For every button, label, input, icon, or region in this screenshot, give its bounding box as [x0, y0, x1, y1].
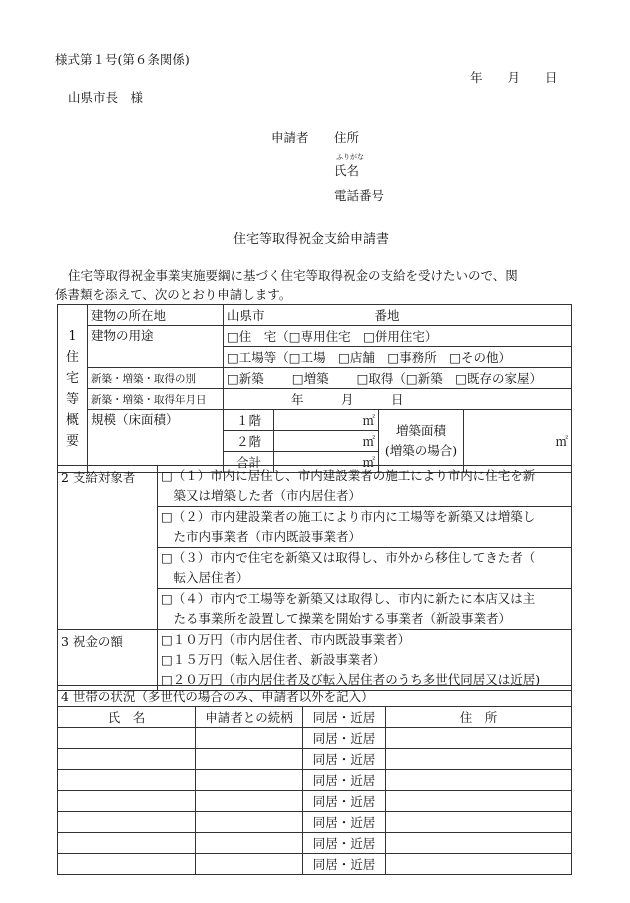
- floor2-field[interactable]: ㎡: [274, 431, 379, 452]
- cohabit-cell[interactable]: 同居・近居: [303, 749, 386, 770]
- address-cell[interactable]: [386, 833, 572, 854]
- name-label: 氏名: [334, 163, 360, 178]
- address-cell[interactable]: [386, 812, 572, 833]
- table-row: [58, 833, 572, 854]
- ext-area-label: 増築面積 (増築の場合): [379, 410, 464, 473]
- amount-option-3[interactable]: □２０万円（市内居住者及び転入居住者のうち多世代同居又は近居): [161, 672, 541, 687]
- address-cell[interactable]: [386, 749, 572, 770]
- location-field[interactable]: 山県市 番地: [224, 305, 572, 326]
- name-cell[interactable]: [58, 770, 196, 791]
- furigana-label: ふりがな: [336, 153, 364, 161]
- address-cell[interactable]: [386, 854, 572, 875]
- use-housing-options[interactable]: □住 宅（□専用住宅 □併用住宅）: [224, 326, 572, 347]
- section3-label: 3 祝金の額: [58, 630, 158, 691]
- cohabit-cell[interactable]: 同居・近居: [303, 770, 386, 791]
- eligibility-option-4[interactable]: □（４）市内で工場等を新築又は取得し、市内に新たに本店又は主 たる事業所を設置して操業を開始する事業者（新設事業者）: [158, 589, 572, 630]
- eligibility-table: [57, 465, 572, 691]
- address-cell[interactable]: [386, 791, 572, 812]
- name-cell[interactable]: [58, 812, 196, 833]
- name-cell[interactable]: [58, 833, 196, 854]
- relation-cell[interactable]: [196, 770, 303, 791]
- scale-label: 規模（床面積）: [88, 410, 224, 473]
- relation-cell[interactable]: [196, 791, 303, 812]
- address-cell[interactable]: [386, 728, 572, 749]
- section4-label: 4 世帯の状況（多世代の場合のみ、申請者以外を記入）: [58, 686, 572, 707]
- ext-area-field[interactable]: ㎡: [464, 410, 572, 473]
- amount-option-1[interactable]: □１０万円（市内居住者、市内既設事業者）: [161, 632, 411, 647]
- floor1-field[interactable]: ㎡: [274, 410, 379, 431]
- col-cohabit: 同居・近居: [303, 707, 386, 728]
- household-table: [57, 685, 572, 875]
- use-factory-options[interactable]: □工場等（□工場 □店舗 □事務所 □その他）: [224, 347, 572, 368]
- intro-line-1: 住宅等取得祝金事業実施要綱に基づく住宅等取得祝金の支給を受けたいので、関: [68, 268, 518, 283]
- building-overview-table: [57, 304, 572, 473]
- applicant-label: 申請者: [271, 130, 309, 145]
- phone-label: 電話番号: [334, 188, 385, 203]
- form-number: 様式第１号(第６条関係): [55, 52, 190, 67]
- type-ext-checkbox[interactable]: □増築: [291, 371, 329, 386]
- table-row: [58, 749, 572, 770]
- addressee: 山県市長 様: [68, 90, 144, 105]
- address-label: 住所: [334, 130, 360, 145]
- cohabit-cell[interactable]: 同居・近居: [303, 728, 386, 749]
- floor2-label: ２階: [224, 431, 274, 452]
- relation-cell[interactable]: [196, 854, 303, 875]
- cohabit-cell[interactable]: 同居・近居: [303, 854, 386, 875]
- intro-line-2: 係書類を添えて、次のとおり申請します。: [55, 287, 292, 302]
- date-row-field[interactable]: 年 月 日: [224, 389, 572, 410]
- eligibility-option-3[interactable]: □（３）市内で住宅を新築又は取得し、市外から移住してきた者（ 転入居住者）: [158, 548, 572, 589]
- eligibility-option-2[interactable]: □（２）市内建設業者の施工により市内に工場等を新築又は増築し た市内事業者（市内既設事業者）: [158, 507, 572, 548]
- table-row: [58, 812, 572, 833]
- type-label: 新築・増築・取得の別: [88, 368, 224, 389]
- table-row: [58, 728, 572, 749]
- relation-cell[interactable]: [196, 728, 303, 749]
- cohabit-cell[interactable]: 同居・近居: [303, 791, 386, 812]
- name-cell[interactable]: [58, 749, 196, 770]
- address-cell[interactable]: [386, 770, 572, 791]
- document-title: 住宅等取得祝金支給申請書: [233, 232, 390, 247]
- floor1-label: １階: [224, 410, 274, 431]
- section1-vertical-label: 1 住 宅 等 概 要: [58, 305, 88, 473]
- amount-option-2[interactable]: □１５万円（転入居住者、新設事業者）: [161, 652, 386, 667]
- col-name: 氏 名: [58, 707, 196, 728]
- location-label: 建物の所在地: [88, 305, 224, 326]
- amount-options[interactable]: [158, 630, 572, 691]
- table-row: [58, 770, 572, 791]
- relation-cell[interactable]: [196, 833, 303, 854]
- table-row: [58, 854, 572, 875]
- name-cell[interactable]: [58, 854, 196, 875]
- type-acq-checkbox[interactable]: □取得（□新築 □既存の家屋）: [356, 371, 543, 386]
- cohabit-cell[interactable]: 同居・近居: [303, 812, 386, 833]
- table-row: [58, 791, 572, 812]
- name-cell[interactable]: [58, 791, 196, 812]
- total-field[interactable]: ㎡: [274, 452, 379, 473]
- col-address: 住 所: [386, 707, 572, 728]
- name-cell[interactable]: [58, 728, 196, 749]
- use-label: 建物の用途: [88, 326, 224, 368]
- date-field: 年 月 日: [470, 70, 558, 85]
- eligibility-option-1[interactable]: □（１）市内に居住し、市内建設業者の施工により市内に住宅を新 築又は増築した者（市内居住者）: [158, 466, 572, 507]
- col-relation: 申請者との続柄: [196, 707, 303, 728]
- section2-label: 2 支給対象者: [58, 466, 158, 630]
- relation-cell[interactable]: [196, 749, 303, 770]
- total-label: 合計: [224, 452, 274, 473]
- date-row-label: 新築・増築・取得年月日: [88, 389, 224, 410]
- type-new-checkbox[interactable]: □新築: [227, 371, 264, 386]
- type-options[interactable]: [224, 368, 572, 389]
- relation-cell[interactable]: [196, 812, 303, 833]
- cohabit-cell[interactable]: 同居・近居: [303, 833, 386, 854]
